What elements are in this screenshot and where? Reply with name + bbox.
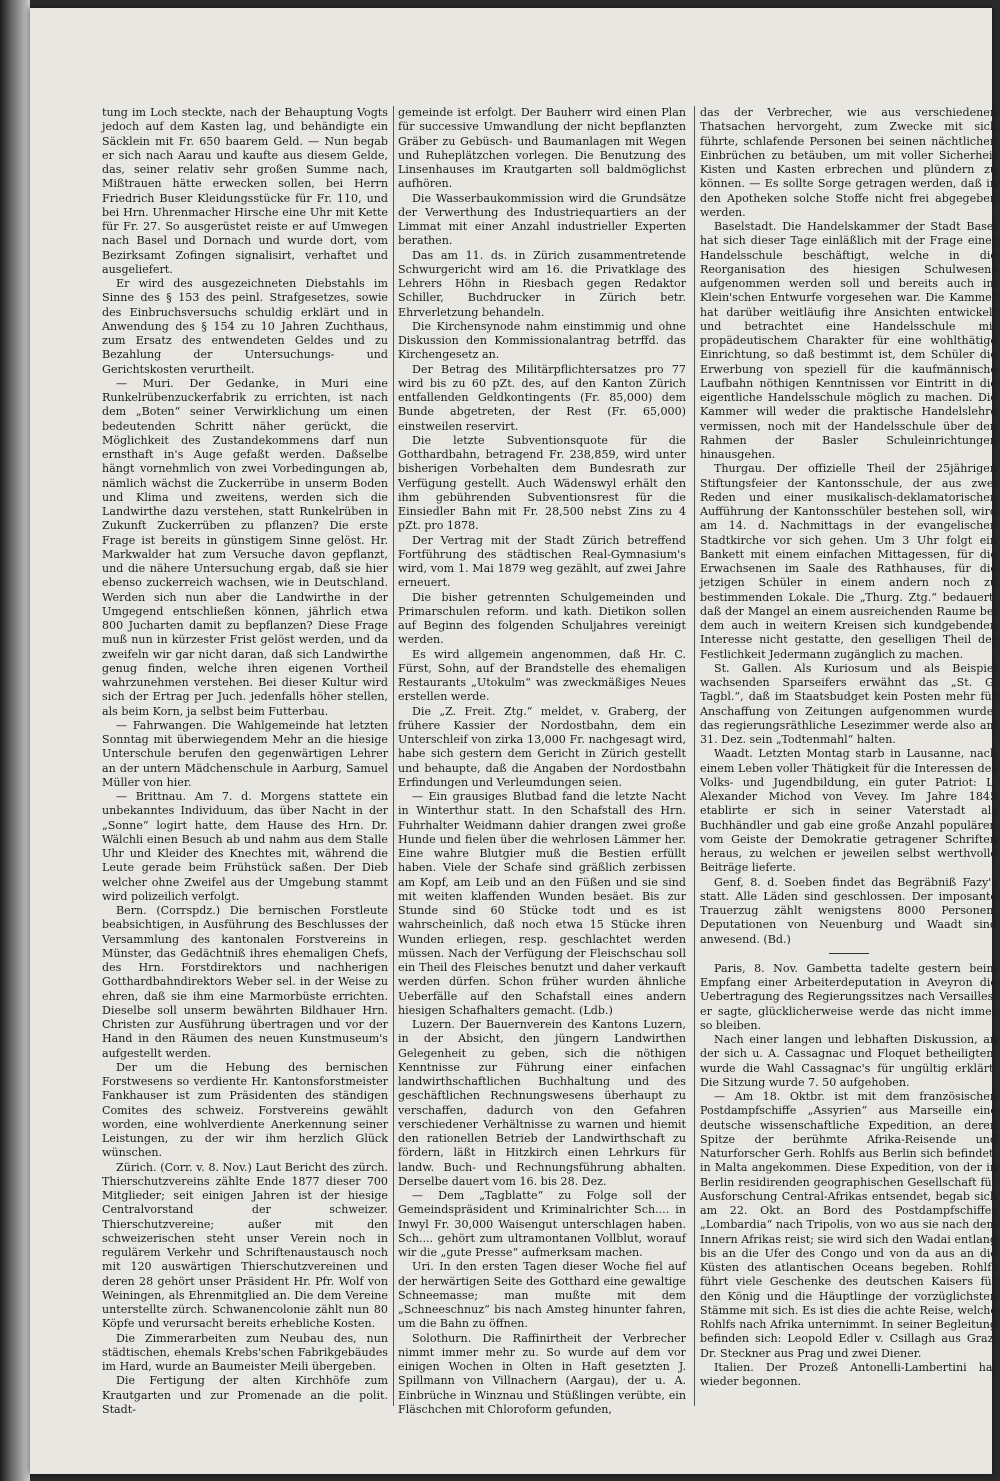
paragraph: Er wird des ausgezeichneten Diebstahls im Sinne des § 153 des peinl. Strafgesetzes, sowie des Einbruchsversuchs schuldig erklärt und in Anwendung des § 154 zu 10 Jahren Zuchthaus, zum Ersatz des entwendeten Geldes und zu Bezahlung der Untersuchungs- und Gerichtskosten verurtheilt. — [102, 277, 388, 376]
paragraph: das der Verbrecher, wie aus verschiedenen Thatsachen hervorgeht, zum Zwecke mit sich führte, schlafende Personen bei seinen nächtlichen Einbrüchen zu betäuben, um mit voller Sicherheit Kisten und Kasten erbrechen und plündern zu können. — Es sollte Sorge getragen werden, daß in den Apotheken solche Stoffe nicht frei abgegeben werden. — [700, 106, 997, 219]
paragraph: Die Fertigung der alten Kirchhöfe zum Krautgarten und zur Promenade an die polit. Stadt- — [102, 1374, 388, 1416]
paragraph: Solothurn. Die Raffinirtheit der Verbrecher nimmt immer mehr zu. So wurde auf dem vor einigen Wochen in Olten in Haft gesetzten J. Spillmann von Villnachern (Aargau), der u. A. Einbrüche in Winznau und Stüßlingen verübte, ein Fläschchen mit Chloroform gefunden, — [398, 1331, 686, 1416]
column-rule — [694, 106, 695, 1406]
paragraph: St. Gallen. Als Kuriosum und als Beispiel wachsenden Sparseifers erwähnt das „St. G. Tagbl.“, daß im Staatsbudget kein Posten mehr für Anschaffung von Zeitungen aufgenommen wurde; das regierungsräthliche Lesezimmer werde also am 31. Dez. sein „Todtenmahl“ halten. — [700, 661, 997, 746]
paragraph: — Ein grausiges Blutbad fand die letzte Nacht in Winterthur statt. In den Schafstall des Hrn. Fuhrhalter Weidmann dahier drangen zwei große Hunde und fielen über die wehrlosen Lämmer her. Eine wahre Blutgier muß die Bestien erfüllt haben. Viele der Schafe sind gräßlich zerbissen am Kopf, am Leib und an den Füßen und sie sind mit weiten klaffenden Wunden besäet. Bis zur Stunde sind 60 Stücke todt und es ist wahrscheinlich, daß noch etwa 15 Stücke ihren Wunden erliegen, resp. geschlachtet werden müssen. Nach der Verfügung der Fleischschau soll ein Theil des Fleisches benutzt und daher verkauft werden dürfen. Schon früher wurden ähnliche Ueberfälle auf den Schafstall eines andern hiesigen Schafhalters gemacht. (Ldb.) — [398, 790, 686, 1017]
column-2 — [398, 106, 686, 1416]
paragraph: Genf, 8. d. Soeben findet das Begräbniß Fazy's statt. Alle Läden sind geschlossen. Der imposante Trauerzug zählt wenigstens 8000 Personen. Deputationen von Neuenburg und Waadt sind anwesend. (Bd.) — [700, 875, 997, 946]
column-1 — [102, 106, 388, 1416]
paragraph: Das am 11. ds. in Zürich zusammentretende Schwurgericht wird am 16. die Privatklage des Lehrers Höhn in Riesbach gegen Redaktor Schiller, Buchdrucker in Zürich betr. Ehrverletzung behandeln. — [398, 248, 686, 319]
paragraph: Baselstadt. Die Handelskammer der Stadt Basel hat sich dieser Tage einläßlich mit der Frage einer Handelsschule beschäftigt, welche in die Reorganisation des hiesigen Schulwesens aufgenommen werden soll und bereits auch im Klein'schen Entwurfe vorgesehen war. Die Kammer hat darüber weitläufig ihre Ansichten entwickelt und betrachtet eine Handelsschule mit propädeutischem Charakter für eine wohlthätige Einrichtung, so daß bestimmt ist, dem Schüler die Erwerbung von speziell für die kaufmännische Laufbahn nöthigen Kenntnissen vor Eintritt in die eigentliche Handelsschule möglich zu machen. Die Kammer will weder die praktische Handelslehre vermissen, noch mit der Handelsschule über den Rahmen der Basler Schuleinrichtungen hinausgehen. — [700, 220, 997, 461]
paragraph: Die bisher getrennten Schulgemeinden und Primarschulen reform. und kath. Dietikon sollen auf Beginn des folgenden Schuljahres vereinigt werden. — [398, 590, 686, 647]
paragraph: Es wird allgemein angenommen, daß Hr. C. Fürst, Sohn, auf der Brandstelle des ehemaligen Restaurants „Utokulm“ was zweckmäßiges Neues erstellen werde. — [398, 647, 686, 704]
paragraph: Der Vertrag mit der Stadt Zürich betreffend Fortführung des städtischen Real-Gymnasium's wird, vom 1. Mai 1879 weg gezählt, auf zwei Jahre erneuert. — [398, 533, 686, 590]
paragraph: Die Wasserbaukommission wird die Grundsätze der Verwerthung des Industriequartiers an der Limmat mit einer Anzahl industrieller Experten berathen. — [398, 191, 686, 248]
paragraph: Uri. In den ersten Tagen dieser Woche fiel auf der herwärtigen Seite des Gotthard eine gewaltige Schneemasse; man mußte mit dem „Schneeschnuz“ bis nach Amsteg hinunter fahren, um die Bahn zu öffnen. — [398, 1260, 686, 1331]
paragraph: — Muri. Der Gedanke, in Muri eine Runkelrübenzuckerfabrik zu errichten, ist nach dem „Boten“ seiner Verwirklichung um einen bedeutenden Schritt näher gerückt, die Möglichkeit des Zustandekommens darf nun ernsthaft in's Auge gefaßt werden. Daßselbe hängt vornehmlich von zwei Vorbedingungen ab, nämlich wächst die Zuckerrübe in unserm Boden und Klima und zweitens, werden sich die Landwirthe dazu verstehen, statt Runkelrüben in Zukunft Zuckerrüben zu pflanzen? Die erste Frage ist bereits in günstigem Sinne gelöst. Hr. Markwalder hat zum Versuche davon gepflanzt, und die nähere Untersuchung ergab, daß sie hier ebenso zuckerreich wachsen, wie in Deutschland. Werden sich nun aber die Landwirthe in der Umgegend entschließen können, jährlich etwa 800 Jucharten damit zu bepflanzen? Diese Frage muß nun in kürzester Frist gelöst werden, und da zweifeln wir gar nicht daran, daß sich Landwirthe genug finden, welche ihren eigenen Vortheil wahrzunehmen verstehen. Bei dieser Kultur wird sich der Ertrag per Juch. jedenfalls höher stellen, als beim Korn, ja selbst beim Futterbau. — [102, 376, 388, 718]
paragraph: Thurgau. Der offizielle Theil der 25jährigen Stiftungsfeier der Kantonsschule, der aus zwei Reden und einer musikalisch-deklamatorischen Aufführung der Kantonsschüler bestehen soll, wird am 14. d. Nachmittags in der evangelischen Stadtkirche vor sich gehen. Um 3 Uhr folgt ein Bankett mit einem einfachen Mittagessen, für die Erwachsenen im Saale des Rathhauses, für die jetzigen Schüler in einem andern noch zu bestimmenden Lokale. Die „Thurg. Ztg.“ bedauert, daß der Mangel an einem ausreichenden Raume bei dem auch in weitern Kreisen sich kundgebenden Interesse nicht gestatte, den geselligen Theil der Festlichkeit Jedermann zugänglich zu machen. — [700, 462, 997, 661]
book-binding — [0, 0, 30, 1481]
paragraph: Italien. Der Prozeß Antonelli-Lambertini hat wieder begonnen. — [700, 1360, 997, 1388]
paragraph: Die letzte Subventionsquote für die Gotthardbahn, betragend Fr. 238,859, wird unter bisherigen Vorbehalten dem Bundesrath zur Verfügung gestellt. Auch Wädenswyl erhält den ihm gebührenden Subventionsrest für die Einsiedler Bahn mit Fr. 28,500 nebst Zins zu 4 pZt. pro 1878. — [398, 433, 686, 533]
paragraph: Zürich. (Corr. v. 8. Nov.) Laut Bericht des zürch. Thierschutzvereins zählte Ende 1877 dieser 700 Mitglieder; seit einigen Jahren ist der hiesige Centralvorstand der schweizer. Thierschutzvereine; außer mit den schweizerischen steht unser Verein noch in regulärem Verkehr und Schriftenaustausch noch mit 120 auswärtigen Thierschutzvereinen und deren 28 gehört unser Präsident Hr. Pfr. Wolf von Weiningen, als Ehrenmitglied an. Die dem Vereine unterstellte zürch. Schwanencolonie zählt nun 80 Köpfe und verursacht bereits erhebliche Kosten. — [102, 1160, 388, 1331]
paragraph: — Am 18. Oktbr. ist mit dem französischen Postdampfschiffe „Assyrien“ aus Marseille eine deutsche wissenschaftliche Expedition, an deren Spitze der berühmte Afrika-Reisende und Naturforscher Gerh. Rohlfs aus Berlin sich befindet, in Malta angekommen. Diese Expedition, von der in Berlin residirenden geographischen Gesellschaft für Ausforschung Central-Afrikas entsendet, begab sich am 22. Okt. an Bord des Postdampfschiffes „Lombardia“ nach Tripolis, von wo aus sie nach dem Innern Afrikas reist; sie wird sich den Wadai entlang bis an die Ufer des Congo und von da aus an die Küsten des atlantischen Oceans begeben. Rohlfs führt viele Geschenke des deutschen Kaisers für den König und die Häuptlinge der vorzüglichsten Stämme mit sich. Es ist dies die achte Reise, welche Rohlfs nach Afrika unternimmt. In seiner Begleitung befinden sich: Leopold Edler v. Csillagh aus Graz, Dr. Steckner aus Prag und zwei Diener. — [700, 1090, 997, 1360]
section-divider — [829, 953, 869, 954]
paragraph: tung im Loch steckte, nach der Behauptung Vogts jedoch auf dem Kasten lag, und behändigte ein Säcklein mit Fr. 650 baarem Geld. — Nun begab er sich nach Aarau und kaufte aus diesem Gelde, das, seiner relativ sehr großen Summe nach, Mißtrauen hätte erwecken sollen, bei Herrn Friedrich Buser Kleidungsstücke für Fr. 110, und bei Hrn. Uhrenmacher Hirsche eine Uhr mit Kette für Fr. 27. So ausgerüstet reiste er auf Umwegen nach Basel und Dornach und wurde dort, vom Bezirksamt Zofingen signalisirt, verhaftet und ausgeliefert. — [102, 106, 388, 276]
paragraph: Die „Z. Freit. Ztg.“ meldet, v. Graberg, der frühere Kassier der Nordostbahn, dem ein Unterschleif von zirka 13,000 Fr. nachgesagt wird, habe sich gestern dem Gericht in Zürich gestellt und behaupte, daß die Angaben der Nordostbahn Erfindungen und Verleumdungen seien. — [398, 704, 686, 789]
paragraph: Die Zimmerarbeiten zum Neubau des, nun städtischen, ehemals Krebs'schen Fabrikgebäudes im Hard, wurde an Baumeister Meili übergeben. — [102, 1331, 388, 1373]
paragraph: Bern. (Corrspdz.) Die bernischen Forstleute beabsichtigen, in Ausführung des Beschlusses der Versammlung des kantonalen Forstvereins in Münster, das Gedächtniß ihres ehemaligen Chefs, des Hrn. Forstdirektors und nachherigen Gotthardbahndirektors Weber sel. in der Weise zu ehren, daß sie ihm eine Marmorbüste errichten. Dieselbe soll unserm bewährten Bildhauer Hrn. Christen zur Ausführung übertragen und vor der Hand in den Räumen des neuen Kunstmuseum's aufgestellt werden. — [102, 904, 388, 1060]
paragraph: — Dem „Tagblatte“ zu Folge soll der Gemeindspräsident und Kriminalrichter Sch.... in Inwyl Fr. 30,000 Waisengut unterschlagen haben. Sch.... gehört zum ultramontanen Vollblut, worauf wir die „gute Presse“ aufmerksam machen. — [398, 1189, 686, 1259]
paragraph: Paris, 8. Nov. Gambetta tadelte gestern beim Empfang einer Arbeiterdeputation in Aveyron die Uebertragung des Regierungssitzes nach Versailles; er sagte, glücklicherweise werde das nicht immer so bleiben. — [700, 961, 997, 1032]
paragraph: Luzern. Der Bauernverein des Kantons Luzern, in der Absicht, den jüngern Landwirthen Gelegenheit zu geben, sich die nöthigen Kenntnisse zur Führung einer einfachen landwirthschaftlichen Buchhaltung und des geschäftlichen Rechnungswesens überhaupt zu verschaffen, dadurch von den Gefahren verschiedener Verhältnisse zu warnen und hiemit den rationellen Betrieb der Landwirthschaft zu fördern, läßt in Hitzkirch einen Lehrkurs für landw. Buch- und Rechnungsführung abhalten. Derselbe dauert vom 16. bis 28. Dez. — [398, 1018, 686, 1188]
paragraph: Die Kirchensynode nahm einstimmig und ohne Diskussion den Kommissionalantrag betrffd. das Kirchengesetz an. — [398, 319, 686, 362]
paragraph: — Brittnau. Am 7. d. Morgens stattete ein unbekanntes Individuum, das über Nacht in der „Sonne“ logirt hatte, dem Hause des Hrn. Dr. Wälchli einen Besuch ab und nahm aus dem Stalle Uhr und Kleider des Knechtes mit, während die Leute gerade beim Frühstück saßen. Der Dieb welcher ohne Zweifel aus der Umgebung stammt wird polizeilich verfolgt. — [102, 790, 388, 903]
paragraph: Der um die Hebung des bernischen Forstwesens so verdiente Hr. Kantonsforstmeister Fankhauser ist zum Präsidenten des ständigen Comites des schweiz. Forstvereins gewählt worden, eine wohlverdiente Anerkennung seiner Leistungen, zu der wir ihm herzlich Glück wünschen. — [102, 1060, 388, 1160]
column-rule — [393, 106, 394, 1406]
paragraph: Der Betrag des Militärpflichtersatzes pro 77 wird bis zu 60 pZt. des, auf den Kanton Zürich entfallenden Geldkontingents (Fr. 85,000) dem Bunde abgetreten, der Rest (Fr. 65,000) einstweilen reservirt. — [398, 362, 686, 433]
newspaper-page — [30, 8, 997, 1474]
paragraph: gemeinde ist erfolgt. Der Bauherr wird einen Plan für successive Umwandlung der nicht bepflanzten Gräber zu Gebüsch- und Baumanlagen mit Wegen und Ruheplätzchen vorlegen. Die Benutzung des Linsenhauses im Krautgarten soll baldmöglichst aufhören. — [398, 106, 686, 191]
paragraph: Nach einer langen und lebhaften Diskussion, an der sich u. A. Cassagnac und Floquet betheiligten, wurde die Wahl Cassagnac's für ungültig erklärt. Die Sitzung wurde 7. 50 aufgehoben. — [700, 1033, 997, 1089]
text-columns — [102, 106, 997, 1416]
paragraph: — Fahrwangen. Die Wahlgemeinde hat letzten Sonntag mit überwiegendem Mehr an die hiesige Unterschule berufen den gegenwärtigen Lehrer an der untern Mädchenschule in Aarburg, Samuel Müller von hier. — [102, 718, 388, 789]
paragraph: Waadt. Letzten Montag starb in Lausanne, nach einem Leben voller Thätigkeit für die Interessen des Volks- und Jugendbildung, ein guter Patriot: L. Alexander Michod von Vevey. Im Jahre 1845 etablirte er sich in seiner Vaterstadt als Buchhändler und gab eine große Anzahl populärer, vom Geiste der Demokratie getragener Schriften heraus, zu welchen er jeweilen selbst werthvolle Beiträge lieferte. — [700, 747, 997, 875]
column-3 — [700, 106, 997, 1406]
